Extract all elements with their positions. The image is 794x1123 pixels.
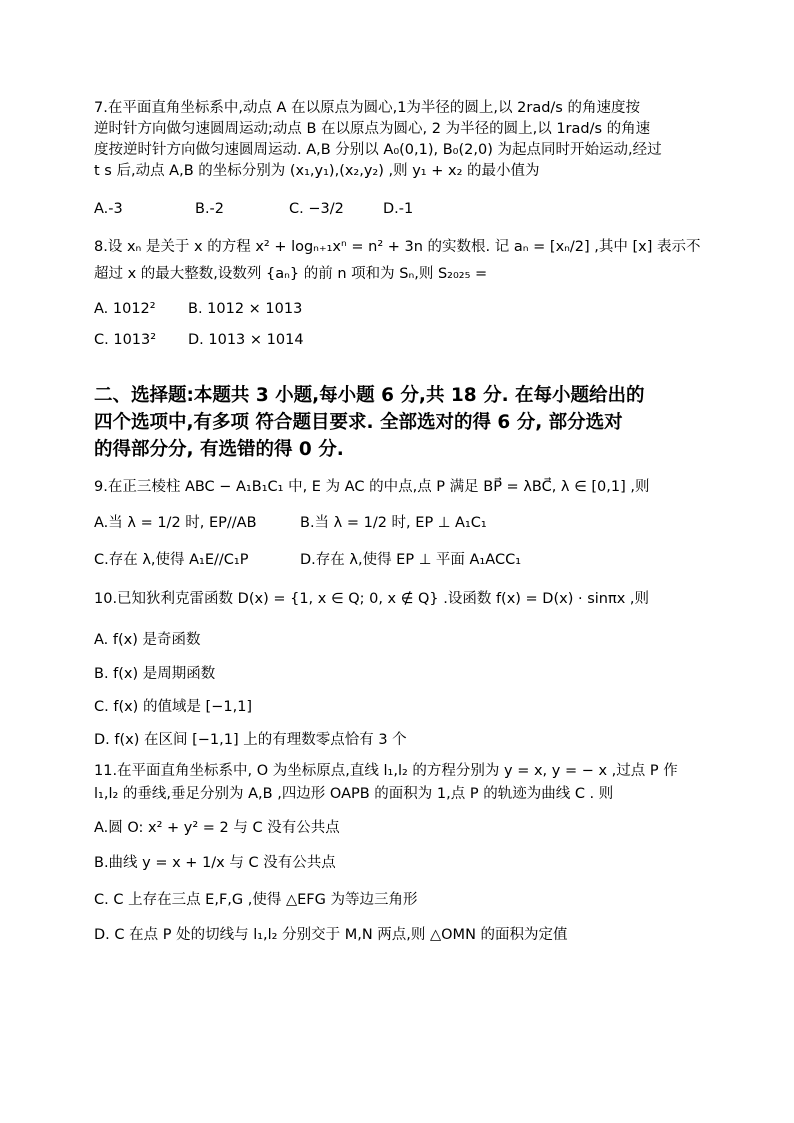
q10-option-c: C. f(x) 的值域是 [−1,1] [94,699,253,715]
q9-stem: 9.在正三棱柱 ABC − A₁B₁C₁ 中, E 为 AC 的中点,点 P 满足 BP⃗ = λBC⃗, λ ∈ [0,1] ,则 [94,479,650,495]
q10-option-d: D. f(x) 在区间 [−1,1] 上的有理数零点恰有 3 个 [94,732,407,748]
q8-stem-line-2: 超过 x 的最大整数,设数列 {aₙ} 的前 n 项和为 Sₙ,则 S₂₀₂₅ = [94,266,488,282]
q7-option-a: A.-3 [94,201,123,217]
section-2-heading-line-3: 的得部分分, 有选错的得 0 分. [94,439,344,460]
q9-option-b: B.当 λ = 1/2 时, EP ⊥ A₁C₁ [300,515,487,531]
q8-option-b: B. 1012 × 1013 [188,301,303,317]
q9-option-d: D.存在 λ,使得 EP ⊥ 平面 A₁ACC₁ [300,552,522,568]
q11-option-d: D. C 在点 P 处的切线与 l₁,l₂ 分别交于 M,N 两点,则 △OMN 的面积为定值 [94,927,568,943]
section-2-heading-line-1: 二、选择题:本题共 3 小题,每小题 6 分,共 18 分. 在每小题给出的 [94,385,645,406]
q7-stem-line-2: 逆时针方向做匀速圆周运动;动点 B 在以原点为圆心, 2 为半径的圆上,以 1rad/s 的角速 [94,121,651,137]
q7-option-c: C. −3/2 [289,201,344,217]
q8-option-a: A. 1012² [94,301,156,317]
q8-stem-line-1: 8.设 xₙ 是关于 x 的方程 x² + logₙ₊₁xⁿ = n² + 3n 的实数根. 记 aₙ = [xₙ/2] ,其中 [x] 表示不 [94,239,701,255]
q10-option-b: B. f(x) 是周期函数 [94,666,216,682]
q8-option-d: D. 1013 × 1014 [188,332,304,348]
q7-stem-line-3: 度按逆时针方向做匀速圆周运动. A,B 分别以 A₀(0,1), B₀(2,0) 为起点同时开始运动,经过 [94,142,662,158]
q11-stem-line-1: 11.在平面直角坐标系中, O 为坐标原点,直线 l₁,l₂ 的方程分别为 y = x, y = − x ,过点 P 作 [94,763,678,779]
q7-option-b: B.-2 [195,201,225,217]
q11-option-c: C. C 上存在三点 E,F,G ,使得 △EFG 为等边三角形 [94,892,418,908]
q11-option-b: B.曲线 y = x + 1/x 与 C 没有公共点 [94,855,336,871]
q9-option-a: A.当 λ = 1/2 时, EP//AB [94,515,257,531]
q7-option-d: D.-1 [383,201,414,217]
q11-option-a: A.圆 O: x² + y² = 2 与 C 没有公共点 [94,820,340,836]
section-2-heading-line-2: 四个选项中,有多项 符合题目要求. 全部选对的得 6 分, 部分选对 [94,412,623,433]
q7-stem-line-1: 7.在平面直角坐标系中,动点 A 在以原点为圆心,1为半径的圆上,以 2rad/s 的角速度按 [94,100,640,116]
q10-option-a: A. f(x) 是奇函数 [94,632,201,648]
q11-stem-line-2: l₁,l₂ 的垂线,垂足分别为 A,B ,四边形 OAPB 的面积为 1,点 P 的轨迹为曲线 C . 则 [94,786,614,802]
q7-stem-line-4: t s 后,动点 A,B 的坐标分别为 (x₁,y₁),(x₂,y₂) ,则 y₁ + x₂ 的最小值为 [94,163,540,179]
q9-option-c: C.存在 λ,使得 A₁E//C₁P [94,552,249,568]
q10-stem: 10.已知狄利克雷函数 D(x) = {1, x ∈ Q; 0, x ∉ Q} .设函数 f(x) = D(x) · sinπx ,则 [94,591,649,607]
q8-option-c: C. 1013² [94,332,157,348]
